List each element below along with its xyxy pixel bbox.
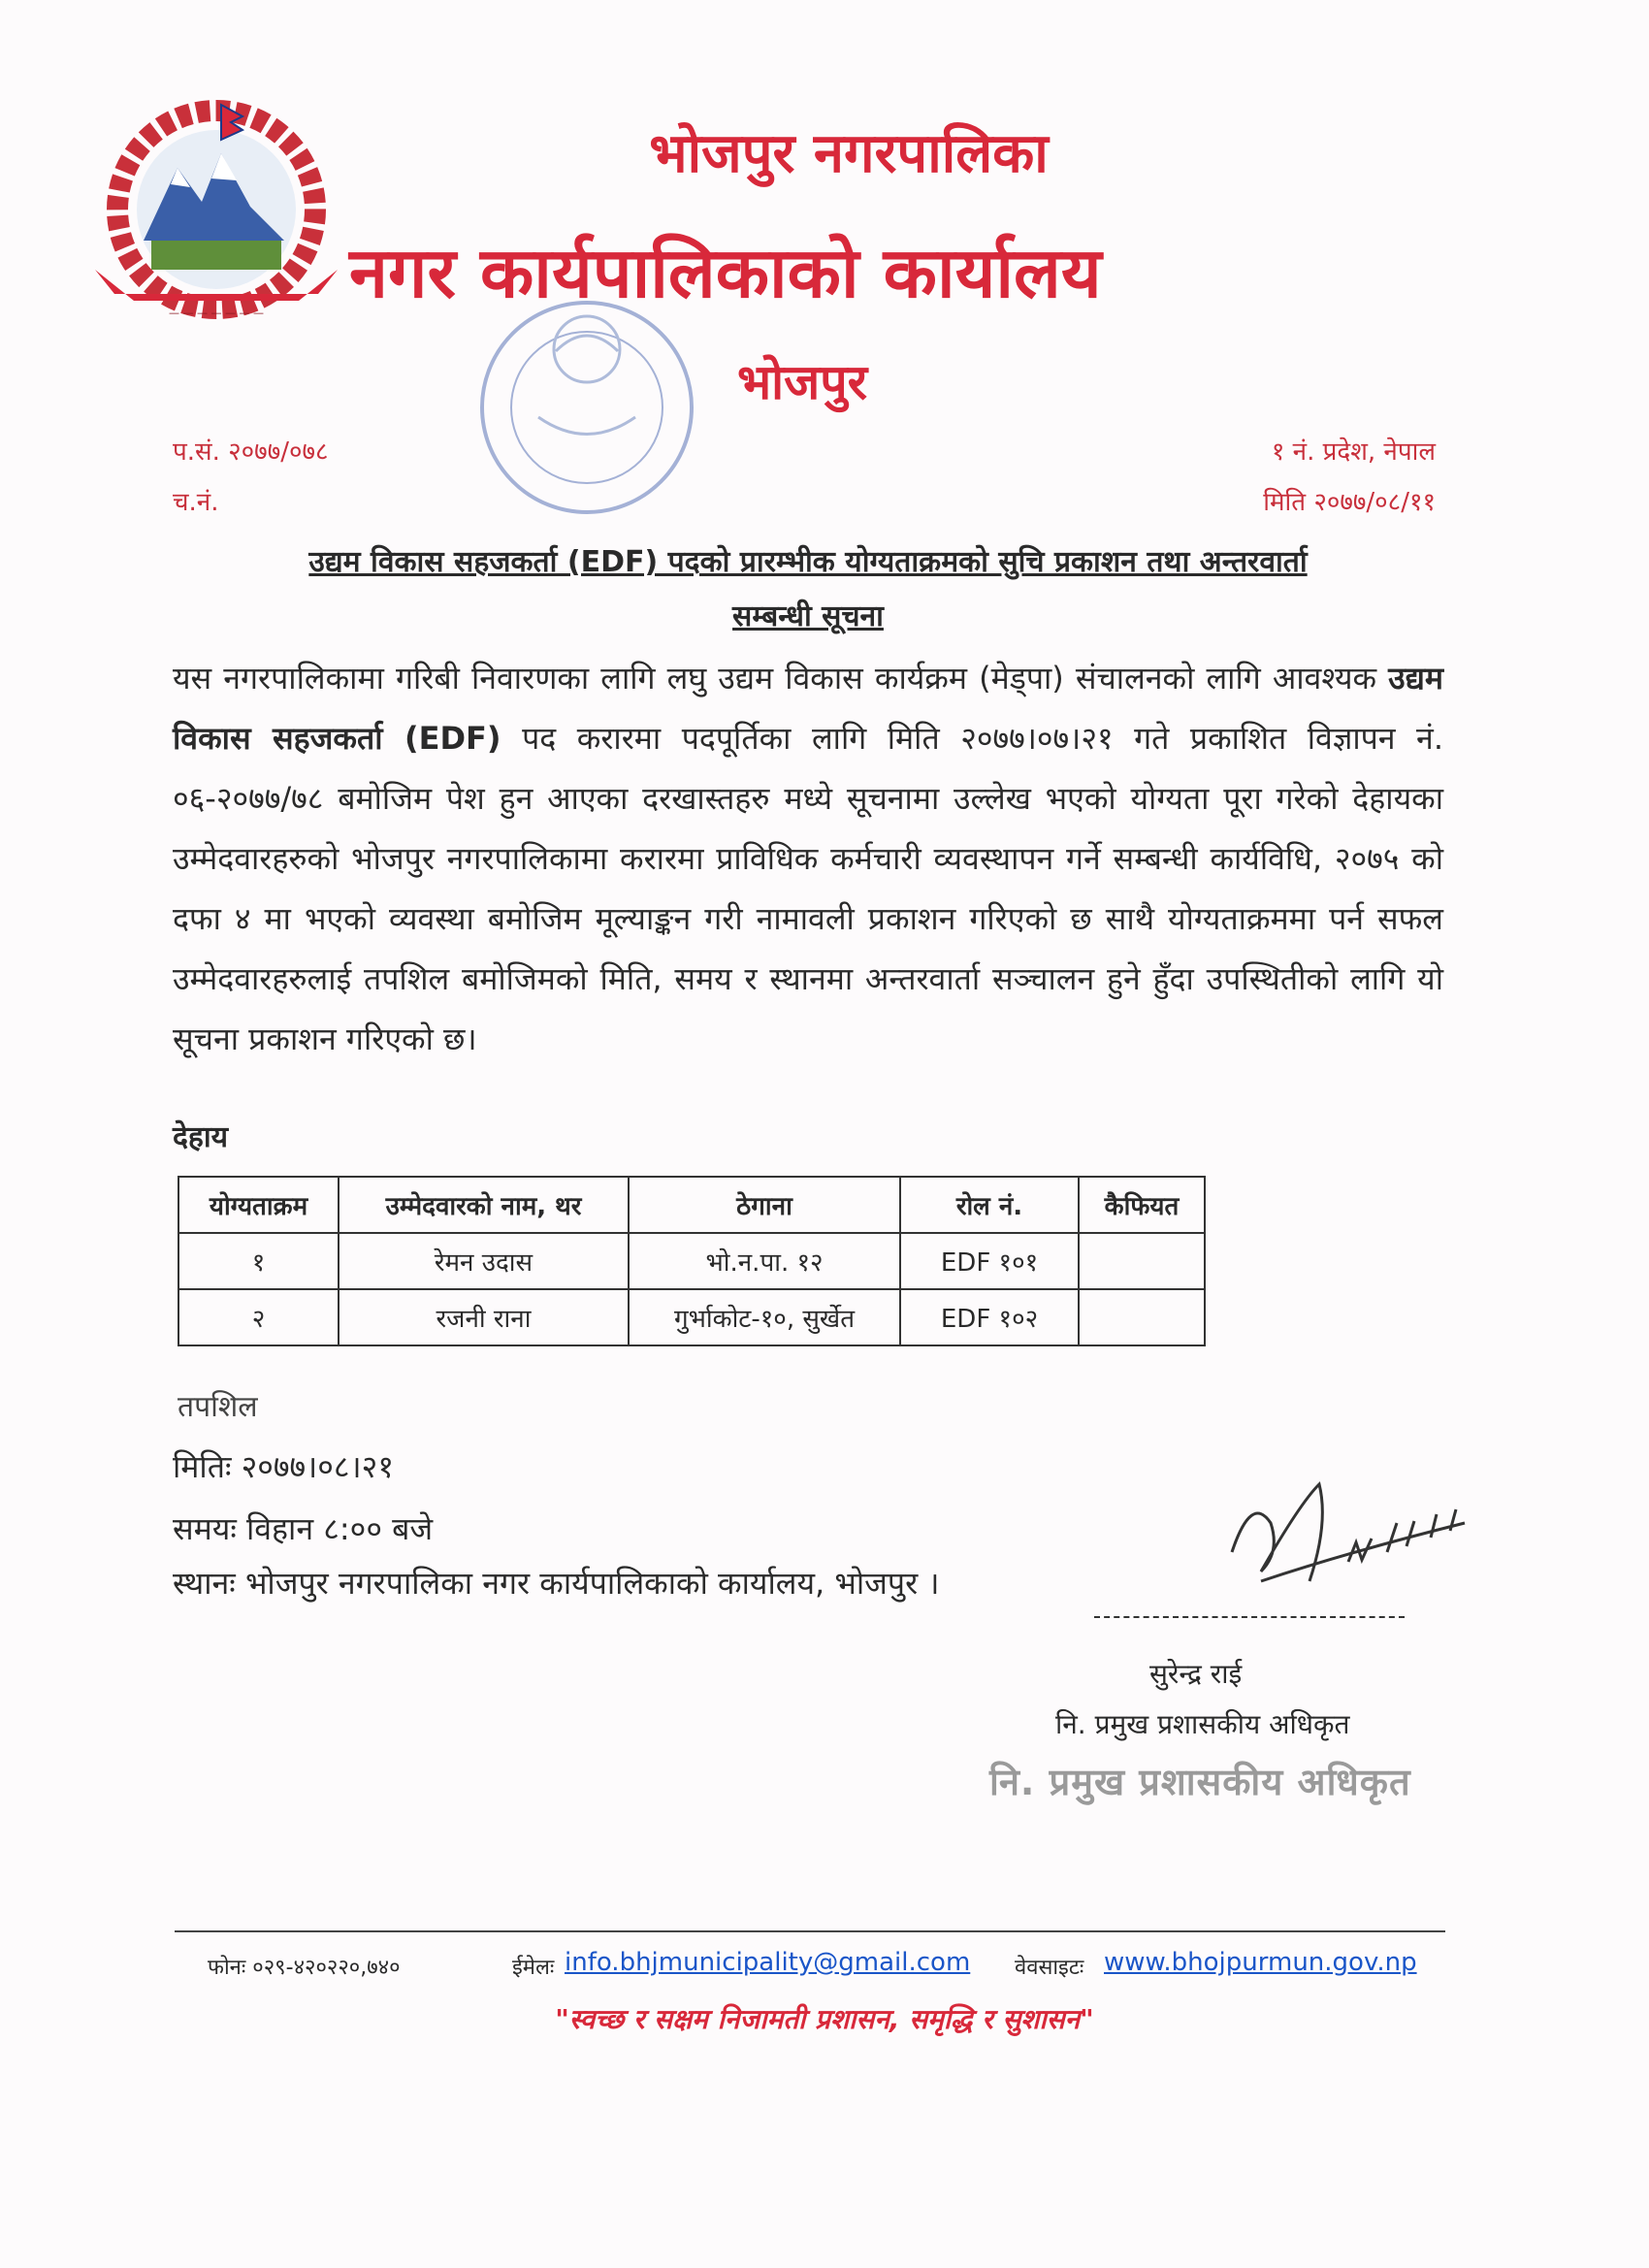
svg-text:— — — — — — —: — — — — — — —: [169, 307, 264, 319]
handwritten-signature: [1203, 1465, 1474, 1610]
dispatch-number: च.नं.: [173, 488, 219, 517]
schedule-heading: तपशिल: [178, 1390, 258, 1424]
org-name: भोजपुर नगरपालिका: [649, 122, 1049, 185]
header-address: ठेगाना: [629, 1177, 900, 1233]
footer-divider: [175, 1930, 1445, 1932]
footer-phone: फोनः ०२९-४२०२२०,७४०: [208, 1956, 401, 1980]
cell-remarks: [1079, 1233, 1205, 1289]
reference-number: प.सं. २०७७/०७८: [173, 437, 329, 467]
footer-email-label: ईमेलः: [512, 1956, 555, 1980]
office-name: नगर कार्यपालिकाको कार्यालय: [349, 232, 1102, 313]
header-roll-no: रोल नं.: [900, 1177, 1079, 1233]
signer-title-stamp: नि. प्रमुख प्रशासकीय अधिकृत: [989, 1761, 1411, 1803]
interview-time: समयः विहान ८:०० बजे: [173, 1510, 434, 1547]
notice-body: [173, 648, 1443, 1069]
cell-rank: २: [178, 1289, 339, 1345]
header-name: उम्मेदवारको नाम, थर: [339, 1177, 629, 1233]
footer-email-link[interactable]: info.bhjmunicipality@gmail.com: [565, 1948, 971, 1977]
signer-name: सुरेन्द्र राई: [1149, 1658, 1243, 1690]
cell-address: गुर्भाकोट-१०, सुर्खेत: [629, 1289, 900, 1345]
cell-remarks: [1079, 1289, 1205, 1345]
province: १ नं. प्रदेश, नेपाल: [1271, 437, 1436, 467]
cell-name: रेमन उदास: [339, 1233, 629, 1289]
cell-name: रजनी राना: [339, 1289, 629, 1345]
notice-body-part-2: पद करारमा पदपूर्तिका लागि मिति २०७७।०७।२१ गते प्रकाशित विज्ञापन नं. ०६-२०७७/७८ बमोजिम पेश हुन आएका दरखास्तहरु मध्ये सूचनामा उल्लेख भएको योग्यता पूरा गरेको देहायका उम्मेदवारहरुको भोजपुर नगरपालिकामा करारमा प्राविधिक कर्मचारी व्यवस्थापन गर्ने सम्बन्धी कार्यविधि, २०७५ को दफा ४ मा भएको व्यवस्था बमोजिम मूल्याङ्कन गरी नामावली प्रकाशन गरिएको छ साथै योग्यताक्रममा पर्न सफल उम्मेदवारहरुलाई तपशिल बमोजिमको मिति, समय र स्थानमा अन्तरवार्ता सञ्चालन हुने हुँदा उपस्थितीको लागि यो सूचना प्रकाशन गरिएको छ।: [173, 720, 1443, 1057]
footer-website-label: वेवसाइटः: [1015, 1956, 1084, 1980]
signer-title: नि. प्रमुख प्रशासकीय अधिकृत: [1055, 1708, 1350, 1740]
notice-title-line-2: सम्बन्धी सूचना: [732, 599, 884, 633]
interview-date: मितिः २०७७।०८।२१: [173, 1448, 394, 1485]
notice-body-bold: उद्यम विकास सहजकर्ता (EDF): [173, 660, 1444, 757]
table-row: [178, 1289, 1205, 1345]
cell-roll-no: EDF १०१: [900, 1233, 1079, 1289]
org-district: भोजपुर: [737, 354, 868, 410]
office-stamp-icon: [441, 291, 732, 524]
notice-title: [173, 535, 1443, 644]
header-rank: योग्यताक्रम: [178, 1177, 339, 1233]
footer-motto: "स्वच्छ र सक्षम निजामती प्रशासन, समृद्धि र सुशासन": [555, 2003, 1094, 2035]
cell-address: भो.न.पा. १२: [629, 1233, 900, 1289]
cell-rank: १: [178, 1233, 339, 1289]
signature-line: [1094, 1616, 1405, 1618]
interview-venue: स्थानः भोजपुर नगरपालिका नगर कार्यपालिकाको कार्यालय, भोजपुर ।: [173, 1565, 940, 1602]
cell-roll-no: EDF १०२: [900, 1289, 1079, 1345]
notice-date: मिति २०७७/०८/११: [1263, 488, 1436, 517]
footer-website-link[interactable]: www.bhojpurmun.gov.np: [1104, 1948, 1417, 1977]
list-heading: देहाय: [173, 1120, 229, 1154]
table-header-row: [178, 1177, 1205, 1233]
candidate-table: [178, 1176, 1206, 1346]
header-remarks: कैफियत: [1079, 1177, 1205, 1233]
table-row: [178, 1233, 1205, 1289]
notice-title-line-1: उद्यम विकास सहजकर्ता (EDF) पदको प्रारम्भीक योग्यताक्रमको सुचि प्रकाशन तथा अन्तरवार्ता: [308, 545, 1308, 579]
notice-body-part-1: यस नगरपालिकामा गरिबी निवारणका लागि लघु उद्यम विकास कार्यक्रम (मेड्पा) संचालनको लागि आवश्यक: [173, 660, 1377, 697]
